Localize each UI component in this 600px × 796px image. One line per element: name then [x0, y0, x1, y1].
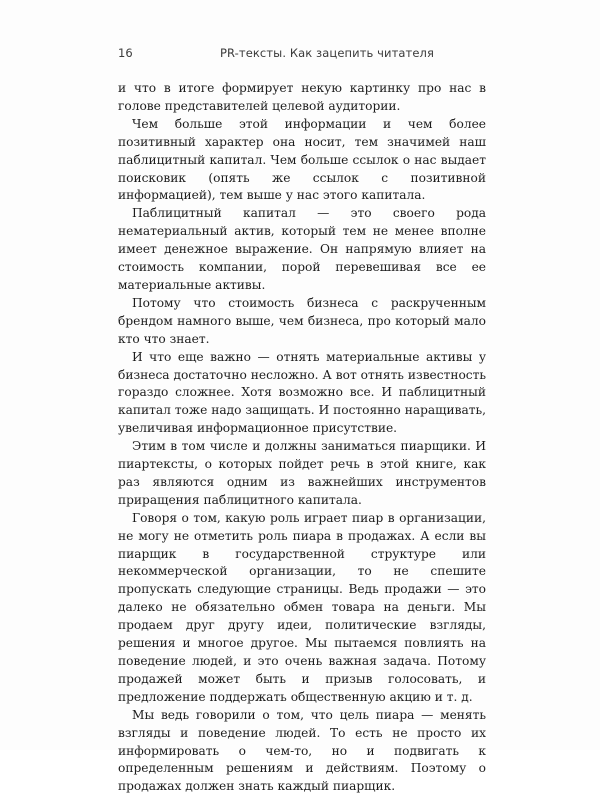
paragraph: Паблицитный капитал — это своего рода нематериальный актив, который тем не менее вполне имеет денежное выражение. Он напрямую влияет на стоимость компании, порой перевешивая все ее материальные активы.	[118, 206, 486, 292]
paragraph: Этим в том числе и должны заниматься пиарщики. И пиартексты, о которых пойдет речь в этой книге, как раз являются одним из важнейших инструментов приращения паблицитного капитала.	[118, 439, 486, 507]
page-number: 16	[118, 46, 133, 60]
paragraph: Чем больше этой информации и чем более позитивный характер она носит, тем значимей наш паблицитный капитал. Чем больше ссылок о нас выдает поисковик (опять же ссылок с позитивной информацией), тем выше у нас этого капитала.	[118, 116, 486, 203]
paragraph: Говоря о том, какую роль играет пиар в организации, не могу не отметить роль пиара в продажах. А если вы пиарщик в государственной структуре или некоммерческой организации, то не спешите пропускать следующие страницы. Ведь продажи — это далеко не обязательно обмен товара на деньги. Мы продаем друг другу идеи, политические взгляды, решения и многое другое. Мы пытаемся повлиять на поведение людей, и это очень важная задача. Потому продажей может быть и призыв голосовать, и предложение поддержать общественную акцию и т. д.	[118, 510, 486, 704]
running-title: PR-тексты. Как зацепить читателя	[220, 46, 435, 60]
paragraph: Потому что стоимость бизнеса с раскрученным брендом намного выше, чем бизнеса, про который мало кто что знает.	[118, 295, 486, 346]
body-text	[118, 80, 486, 796]
running-header	[118, 46, 486, 62]
paragraph: И что еще важно — отнять материальные активы у бизнеса достаточно несложно. А вот отнять известность гораздо сложнее. Хотя возможно все. И паблицитный капитал тоже надо защищать. И постоянно наращивать, увеличивая информационное присутствие.	[118, 349, 486, 436]
paragraph: Мы ведь говорили о том, что цель пиара — менять взгляды и поведение людей. То есть не просто их информировать о чем-то, но и подвигать к определенным решениям и действиям. Поэтому о продажах должен знать каждый пиарщик.	[118, 707, 486, 794]
paragraph-continued: и что в итоге формирует некую картинку про нас в голове представителей целевой аудитории.	[118, 81, 486, 113]
